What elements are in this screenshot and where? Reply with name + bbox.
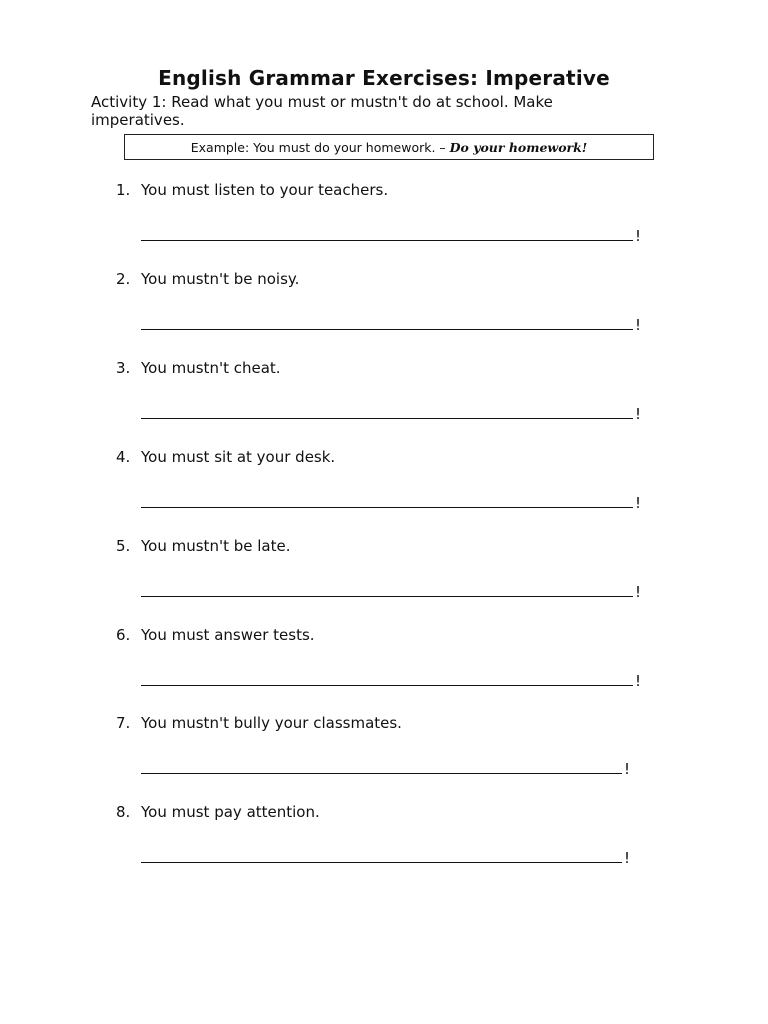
answer-end-mark: ! [635,227,642,245]
answer-line[interactable] [141,495,641,511]
item-sentence: You must answer tests. [141,626,315,644]
exercise-item [0,448,768,528]
answer-line[interactable] [141,673,641,689]
item-sentence: You must sit at your desk. [141,448,336,466]
item-number: 4. [116,448,131,466]
exercise-item [0,626,768,706]
answer-blank[interactable] [141,418,633,419]
answer-blank[interactable] [141,862,622,863]
answer-end-mark: ! [635,494,642,512]
item-number: 7. [116,714,131,732]
answer-end-mark: ! [635,316,642,334]
item-number: 3. [116,359,131,377]
answer-blank[interactable] [141,240,633,241]
item-number: 5. [116,537,131,555]
example-answer: Do your homework! [449,139,588,155]
exercise-item [0,714,768,794]
exercise-item [0,537,768,617]
answer-blank[interactable] [141,685,633,686]
answer-blank[interactable] [141,773,622,774]
answer-line[interactable] [141,317,641,333]
answer-blank[interactable] [141,329,633,330]
exercise-item [0,181,768,261]
exercise-item [0,803,768,883]
item-sentence: You mustn't bully your classmates. [141,714,402,732]
item-sentence: You must listen to your teachers. [141,181,389,199]
answer-end-mark: ! [635,672,642,690]
item-sentence: You mustn't cheat. [141,359,281,377]
item-number: 2. [116,270,131,288]
answer-line[interactable] [141,228,641,244]
activity-instruction: Activity 1: Read what you must or mustn't do at school. Make imperatives. [91,93,553,129]
answer-line[interactable] [141,584,641,600]
answer-end-mark: ! [624,760,631,778]
answer-line[interactable] [141,850,630,866]
exercise-item [0,270,768,350]
item-number: 8. [116,803,131,821]
answer-end-mark: ! [624,849,631,867]
example-box [124,134,654,160]
answer-line[interactable] [141,406,641,422]
exercise-item [0,359,768,439]
answer-end-mark: ! [635,405,642,423]
item-number: 6. [116,626,131,644]
example-prompt: Example: You must do your homework. – [190,139,446,155]
answer-end-mark: ! [635,583,642,601]
worksheet-title: English Grammar Exercises: Imperative [158,66,610,90]
item-sentence: You must pay attention. [141,803,320,821]
answer-blank[interactable] [141,507,633,508]
item-sentence: You mustn't be noisy. [141,270,300,288]
item-sentence: You mustn't be late. [141,537,291,555]
answer-line[interactable] [141,761,630,777]
item-number: 1. [116,181,131,199]
answer-blank[interactable] [141,596,633,597]
